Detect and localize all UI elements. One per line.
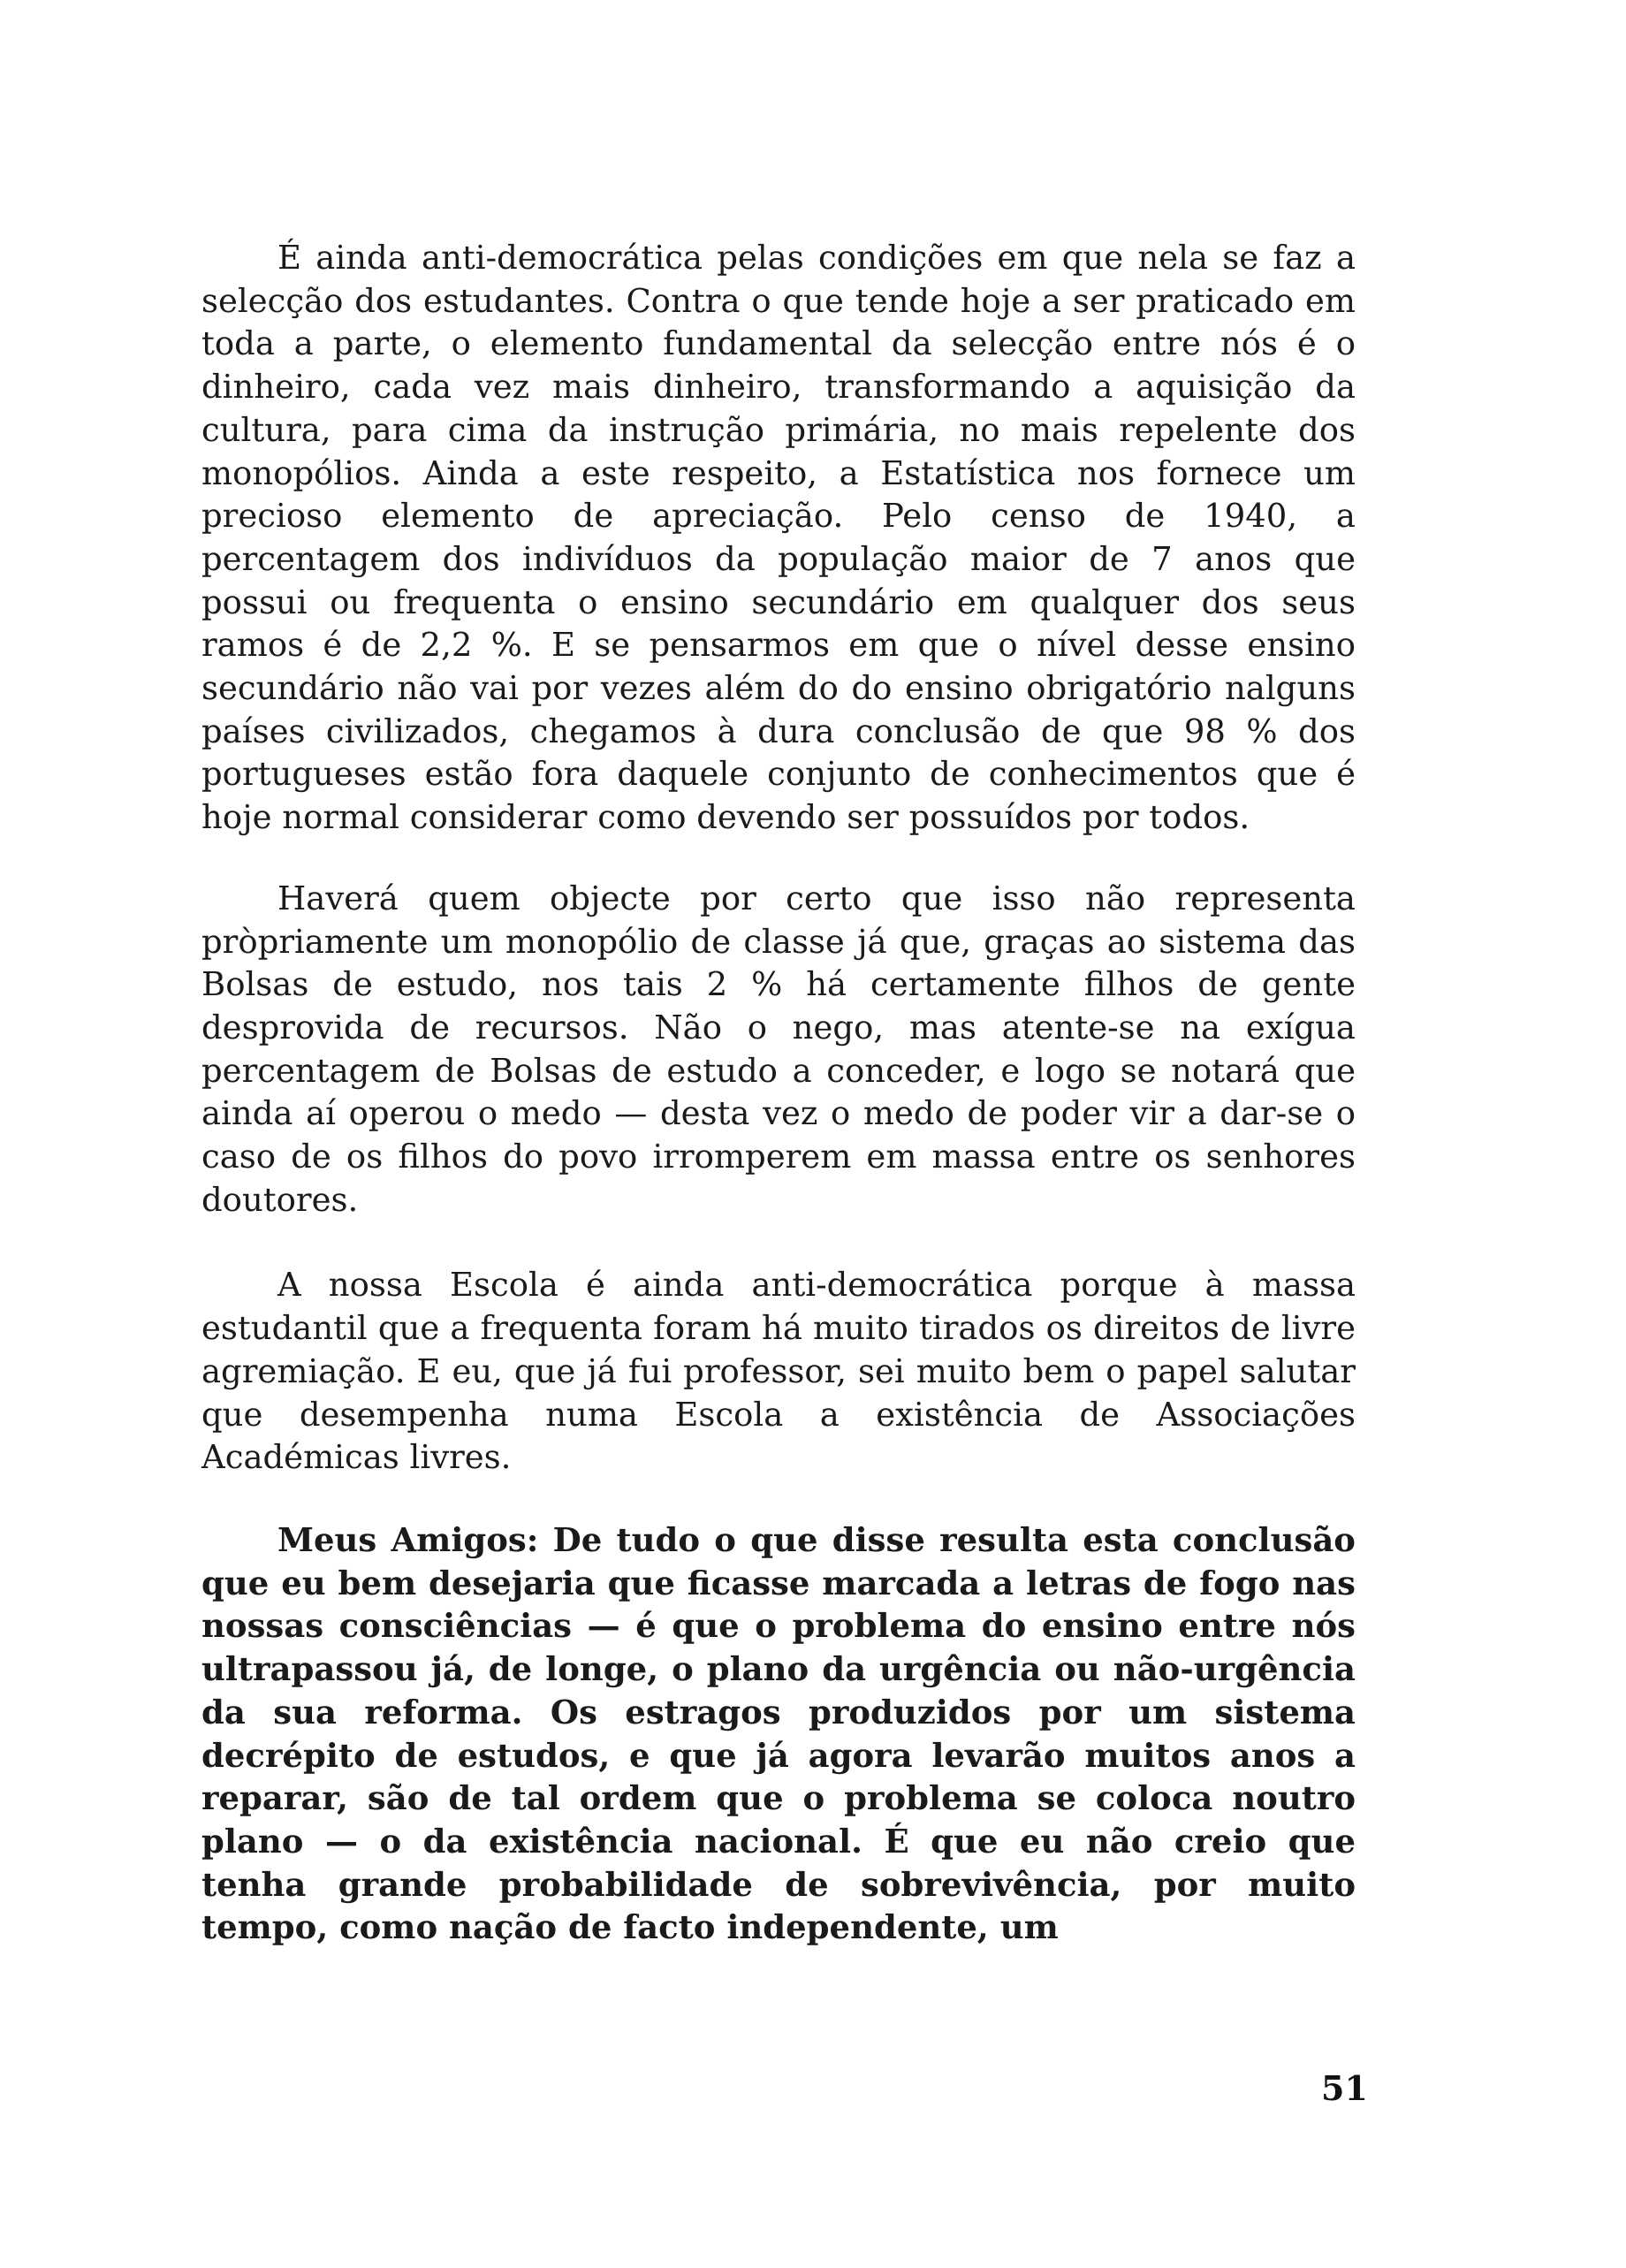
paragraph-3: A nossa Escola é ainda anti-democrática porque à massa estudantil que a frequenta foram há muito tirados os direitos de livre agremiação. E eu, que já fui professor, sei muito bem o papel salutar que desempenha numa Escola a existência de Associações Académicas livres.	[201, 1266, 1356, 1477]
body-text	[201, 237, 1356, 1949]
paragraph-2: Haverá quem objecte por certo que isso não representa pròpriamente um monopólio de classe já que, graças ao sistema das Bolsas de estudo, nos tais 2 % há certamente filhos de gente desprovida de recursos. Não o nego, mas atente-se na exígua percentagem de Bolsas de estudo a conceder, e logo se notará que ainda aí operou o medo — desta vez o medo de poder vir a dar-se o caso de os filhos do povo irromperem em massa entre os senhores doutores.	[201, 879, 1356, 1219]
paragraph-4: Meus Amigos: De tudo o que disse resulta esta conclusão que eu bem desejaria que ficasse marcada a letras de fogo nas nossas consciências — é que o problema do ensino entre nós ultrapassou já, de longe, o plano da urgência ou não-urgência da sua reforma. Os estragos produzidos por um sistema decrépito de estudos, e que já agora levarão muitos anos a reparar, são de tal ordem que o problema se coloca noutro plano — o da existência nacional. É que eu não creio que tenha grande probabilidade de sobrevivência, por muito tempo, como nação de facto independente, um	[201, 1519, 1356, 1947]
paragraph-1: É ainda anti-democrática pelas condições em que nela se faz a selecção dos estudantes. Contra o que tende hoje a ser praticado em toda a parte, o elemento fundamental da selecção entre nós é o dinheiro, cada vez mais dinheiro, transformando a aquisição da cultura, para cima da instrução primária, no mais repelente dos monopólios. Ainda a este respeito, a Estatística nos fornece um precioso elemento de apreciação. Pelo censo de 1940, a percentagem dos indivíduos da população maior de 7 anos que possui ou frequenta o ensino secundário em qualquer dos seus ramos é de 2,2 %. E se pensarmos em que o nível desse ensino secundário não vai por vezes além do do ensino obrigatório nalguns países civilizados, chegamos à dura conclusão de que 98 % dos portugueses estão fora daquele conjunto de conhecimentos que é hoje normal considerar como devendo ser possuídos por todos.	[201, 239, 1356, 837]
page-number: 51	[1321, 2068, 1368, 2108]
